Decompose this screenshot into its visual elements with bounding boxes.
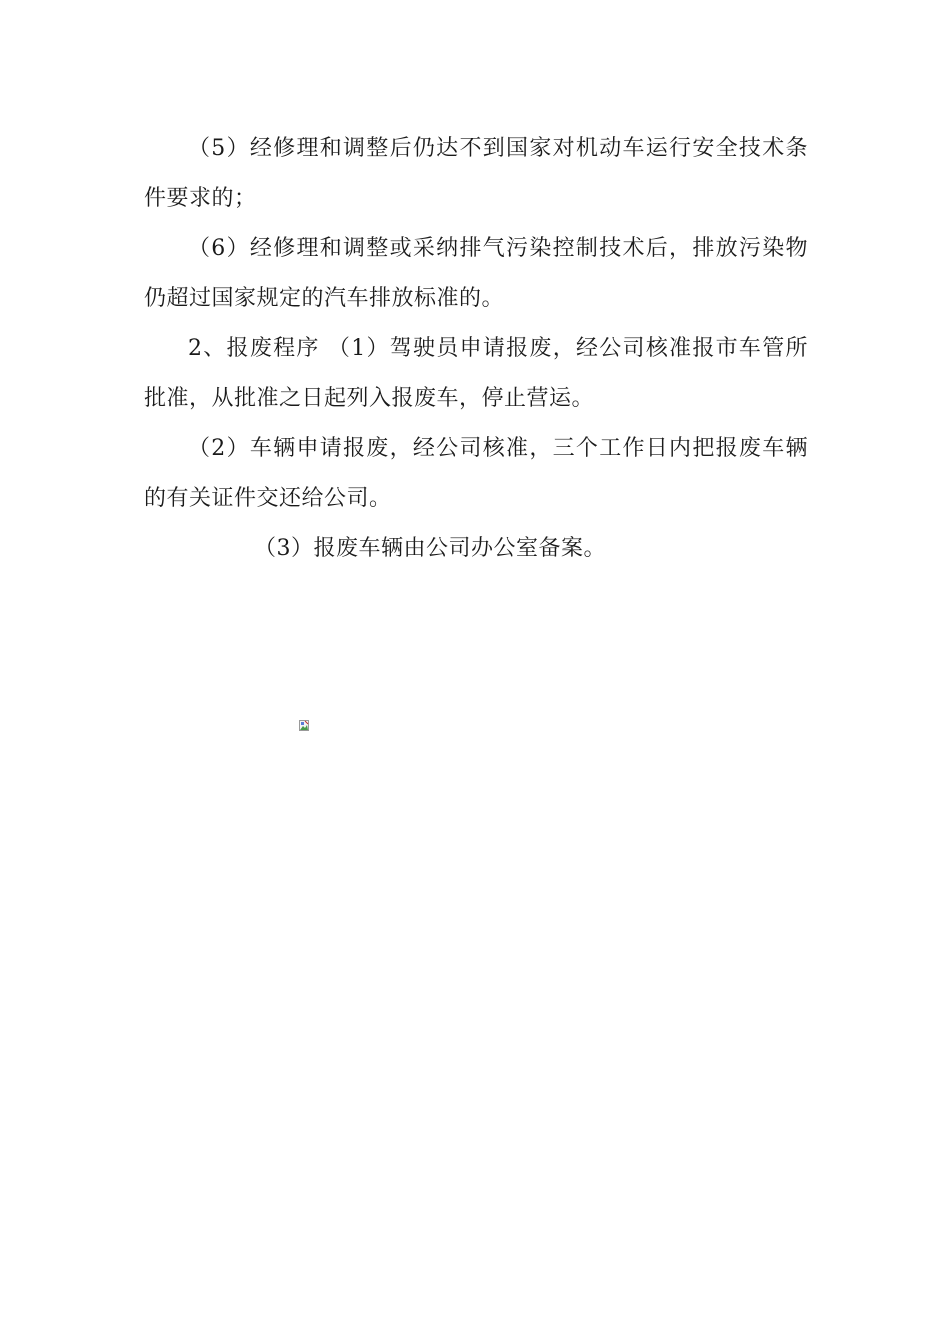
document-body xyxy=(144,124,808,574)
paragraph-item-6: （6）经修理和调整或采纳排气污染控制技术后，排放污染物仍超过国家规定的汽车排放标准的。 xyxy=(144,236,808,311)
paragraph-item-5: （5）经修理和调整后仍达不到国家对机动车运行安全技术条件要求的； xyxy=(144,136,808,211)
paragraph-scrap-procedure: 2、报废程序 （1）驾驶员申请报废，经公司核准报市车管所批准，从批准之日起列入报废车，停止营运。 xyxy=(144,336,808,411)
paragraph-procedure-step-3: （3）报废车辆由公司办公室备案。 xyxy=(254,536,606,561)
broken-image-icon xyxy=(299,720,309,731)
paragraph-procedure-step-2: （2）车辆申请报废，经公司核准，三个工作日内把报废车辆的有关证件交还给公司。 xyxy=(144,436,808,511)
